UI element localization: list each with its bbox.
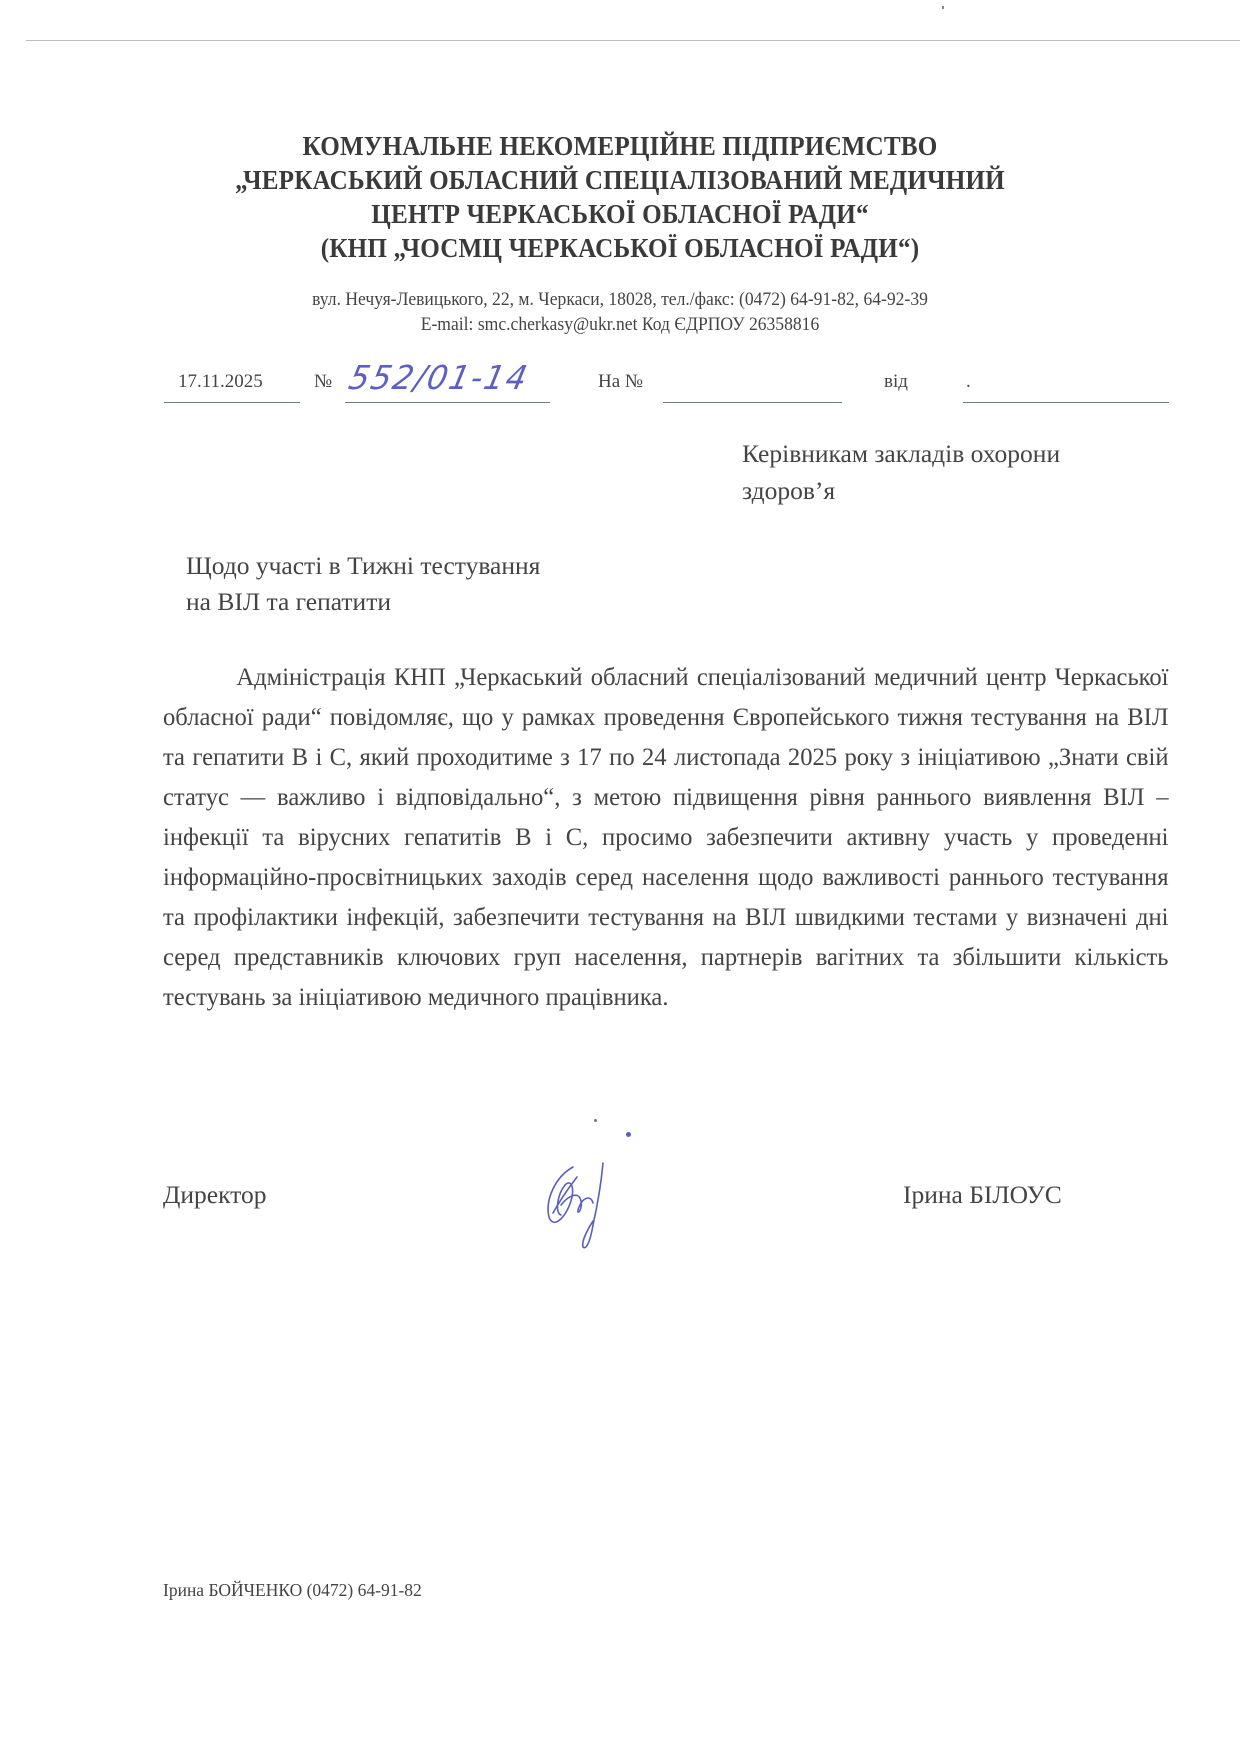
recipient-line-1: Керівникам закладів охорони [742, 439, 1061, 468]
top-scan-edge-line [26, 40, 1240, 41]
subject-line-2: на ВІЛ та гепатити [186, 587, 391, 616]
address-line: вул. Нечуя-Левицького, 22, м. Черкаси, 18028, тел./факс: (0472) 64-91-82, 64-92-39 [312, 290, 928, 310]
number-label: № [314, 371, 333, 392]
recipient-block [742, 435, 1060, 509]
email-line: E-mail: smc.cherkasy@ukr.net Код ЄДРПОУ 26358816 [420, 315, 820, 335]
scan-speck [942, 6, 944, 9]
org-name-line-2: „ЧЕРКАСЬКИЙ ОБЛАСНИЙ СПЕЦІАЛІЗОВАНИЙ МЕДИЧНИЙ [235, 165, 1005, 195]
signer-position: Директор [163, 1180, 267, 1209]
handwritten-outgoing-number: 552/01-14 [345, 358, 533, 397]
registration-row [0, 365, 1240, 405]
executor-contact: Ірина БОЙЧЕНКО (0472) 64-91-82 [163, 1580, 422, 1600]
org-name-line-3: ЦЕНТР ЧЕРКАСЬКОЇ ОБЛАСНОЇ РАДИ“ [371, 199, 869, 229]
subject-line-1: Щодо участі в Тижні тестування [186, 551, 541, 580]
outgoing-date: 17.11.2025 [178, 371, 263, 392]
contact-info [31, 288, 1209, 338]
handwritten-signature-icon [535, 1155, 625, 1255]
letterhead [0, 129, 1240, 265]
reply-to-label: На № [598, 371, 644, 392]
reply-number-underline [663, 402, 842, 403]
from-value: . [966, 371, 971, 392]
org-name-line-1: КОМУНАЛЬНЕ НЕКОМЕРЦІЙНЕ ПІДПРИЄМСТВО [302, 131, 938, 161]
from-label: від [884, 371, 908, 392]
reply-date-underline [963, 402, 1169, 403]
org-short-name: (КНП „ЧОСМЦ ЧЕРКАСЬКОЇ ОБЛАСНОЇ РАДИ“) [320, 233, 920, 263]
date-underline [164, 402, 300, 403]
letter-body-paragraph: Адміністрація КНП „Черкаський обласний спеціалізований медичний центр Черкаської обласної ради“ повідомляє, що у рамках проведення Європейського тижня тестування на ВІЛ та гепатити В і С, який проходитиме з 17 по 24 листопада 2025 року з ініціативою „Знати свій статус — важливо і відповідально“, з метою підвищення рівня раннього виявлення ВІЛ – інфекції та вірусних гепатитів В і С, просимо забезпечити активну участь у проведенні інформаційно-просвітницьких заходів серед населення щодо важливості раннього тестування та профілактики інфекцій, забезпечити тестування на ВІЛ швидкими тестами у визначені дні серед представників ключових груп населення, партнерів вагітних та збільшити кількість тестувань за ініціативою медичного працівника. [163, 662, 1169, 1011]
subject-block [186, 548, 540, 620]
number-underline [345, 402, 550, 403]
signer-name: Ірина БІЛОУС [903, 1180, 1062, 1209]
ink-dot [626, 1132, 631, 1137]
ink-dot [594, 1119, 597, 1122]
recipient-line-2: здоров’я [742, 476, 836, 505]
